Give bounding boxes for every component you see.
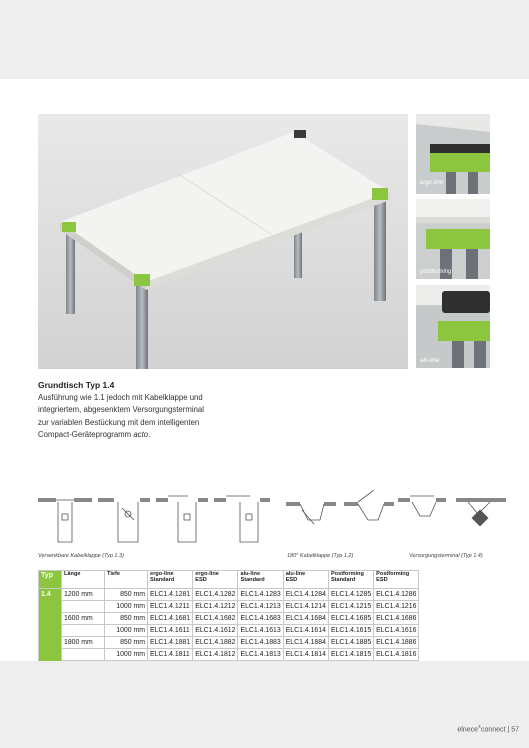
page-number: 57 [511, 726, 519, 734]
alu-line-photo [416, 285, 490, 368]
photo-caption: alu-line [420, 358, 440, 364]
length-cell [62, 601, 105, 613]
photo-caption: ergo-line [420, 180, 444, 186]
table-row [39, 625, 419, 637]
desc-text: . [148, 429, 151, 439]
length-cell: 1600 mm [62, 613, 105, 625]
typ-header: Typ [39, 571, 62, 589]
variant-type: Standard [150, 577, 175, 584]
length-cell: 1800 mm [62, 637, 105, 649]
article-number-cell: ELC1.4.1611 [148, 625, 193, 637]
typ-cell: 1.4 [39, 589, 62, 685]
variant-header [374, 571, 419, 589]
variant-header [328, 571, 373, 589]
table-row [39, 589, 419, 601]
article-number-cell: ELC1.4.1812 [193, 649, 238, 661]
table-row [39, 601, 419, 613]
article-number-cell: ELC1.4.1813 [238, 649, 283, 661]
article-number-cell: ELC1.4.1615 [328, 625, 373, 637]
footer-band [0, 661, 529, 748]
article-number-cell: ELC1.4.1283 [238, 589, 283, 601]
article-number-cell: ELC1.4.1884 [283, 637, 328, 649]
registered-mark: ® [478, 724, 481, 729]
article-number-cell: ELC1.4.1281 [148, 589, 193, 601]
desc-line: integriertem, abgesenktem Versorgungsterminal [38, 405, 204, 415]
table-header-row [39, 571, 419, 589]
article-number-cell: ELC1.4.1883 [238, 637, 283, 649]
article-number-cell: ELC1.4.1282 [193, 589, 238, 601]
article-number-cell: ELC1.4.1685 [328, 613, 373, 625]
variant-header [238, 571, 283, 589]
variant-name: Postforming [330, 571, 364, 577]
desc-line: zur variablen Bestückung mit dem intelligenten [38, 417, 200, 427]
length-cell [62, 649, 105, 661]
depth-cell: 850 mm [105, 589, 148, 601]
desc-line: Ausführung wie 1.1 jedoch mit Kabelklappe und [38, 393, 203, 402]
page-footer [457, 724, 519, 733]
table-row [39, 613, 419, 625]
desc-line [38, 429, 268, 441]
article-number-cell: ELC1.4.1682 [193, 613, 238, 625]
depth-cell: 850 mm [105, 613, 148, 625]
variant-type: Standard [330, 577, 356, 584]
article-number-cell: ELC1.4.1284 [283, 589, 328, 601]
article-number-cell: ELC1.4.1215 [328, 601, 373, 613]
article-number-cell: ELC1.4.1686 [374, 613, 419, 625]
table-photo [38, 114, 408, 369]
photo-caption: postforming [420, 269, 452, 275]
article-number-cell: ELC1.4.1683 [238, 613, 283, 625]
variant-type: ESD [376, 577, 388, 584]
article-number-cell: ELC1.4.1211 [148, 601, 193, 613]
article-number-cell: ELC1.4.1814 [283, 649, 328, 661]
article-number-cell: ELC1.4.1684 [283, 613, 328, 625]
article-number-cell: ELC1.4.1212 [193, 601, 238, 613]
cable-flap-diagrams [38, 490, 508, 550]
article-number-cell: ELC1.4.1811 [148, 649, 193, 661]
article-number-cell: ELC1.4.1612 [193, 625, 238, 637]
variant-name: ergo-line [150, 571, 174, 577]
ergo-line-photo [416, 114, 490, 194]
length-header: Länge [62, 571, 105, 589]
depth-cell: 1000 mm [105, 625, 148, 637]
variant-header [283, 571, 328, 589]
brand-name: elnece [457, 726, 478, 734]
table-row [39, 637, 419, 649]
diagram-label: Versorgungsterminal (Typ 1.4) [409, 553, 483, 559]
length-cell [62, 625, 105, 637]
article-number-cell: ELC1.4.1681 [148, 613, 193, 625]
article-number-cell: ELC1.4.1285 [328, 589, 373, 601]
article-number-cell: ELC1.4.1616 [374, 625, 419, 637]
article-number-cell: ELC1.4.1613 [238, 625, 283, 637]
article-number-cell: ELC1.4.1214 [283, 601, 328, 613]
footer-separator: | [505, 726, 512, 734]
diagram-label: 180° Kabelklappe (Typ 1.2) [287, 553, 354, 559]
variant-header [148, 571, 193, 589]
desc-product-name: acto [133, 429, 149, 439]
diagram-label: Versenkbare Kabelklappe (Typ 1.3) [38, 553, 124, 559]
variant-header [193, 571, 238, 589]
depth-cell: 850 mm [105, 637, 148, 649]
variant-name: alu-line [285, 571, 306, 577]
variant-name: Postforming [376, 571, 410, 577]
variant-type: Standard [240, 577, 265, 584]
article-number-cell: ELC1.4.1816 [374, 649, 419, 661]
article-number-cell: ELC1.4.1216 [374, 601, 419, 613]
length-cell: 1200 mm [62, 589, 105, 601]
desc-text: Compact-Geräteprogramm [38, 429, 134, 439]
article-number-cell: ELC1.4.1885 [328, 637, 373, 649]
product-description [38, 392, 268, 441]
article-number-cell: ELC1.4.1815 [328, 649, 373, 661]
variant-type: ESD [285, 577, 298, 584]
postforming-photo [416, 199, 490, 279]
product-line: connect [480, 726, 506, 734]
article-number-cell: ELC1.4.1882 [193, 637, 238, 649]
table-row [39, 649, 419, 661]
variant-type: ESD [195, 577, 207, 584]
header-band [0, 0, 529, 79]
variant-name: alu-line [240, 571, 261, 577]
product-title: Grundtisch Typ 1.4 [38, 380, 115, 390]
depth-cell: 1000 mm [105, 601, 148, 613]
article-number-cell: ELC1.4.1286 [374, 589, 419, 601]
article-number-cell: ELC1.4.1886 [374, 637, 419, 649]
article-number-cell: ELC1.4.1881 [148, 637, 193, 649]
variant-name: ergo-line [195, 571, 219, 577]
depth-header: Tiefe [105, 571, 148, 589]
depth-cell: 1000 mm [105, 649, 148, 661]
article-number-cell: ELC1.4.1213 [238, 601, 283, 613]
article-number-cell: ELC1.4.1614 [283, 625, 328, 637]
